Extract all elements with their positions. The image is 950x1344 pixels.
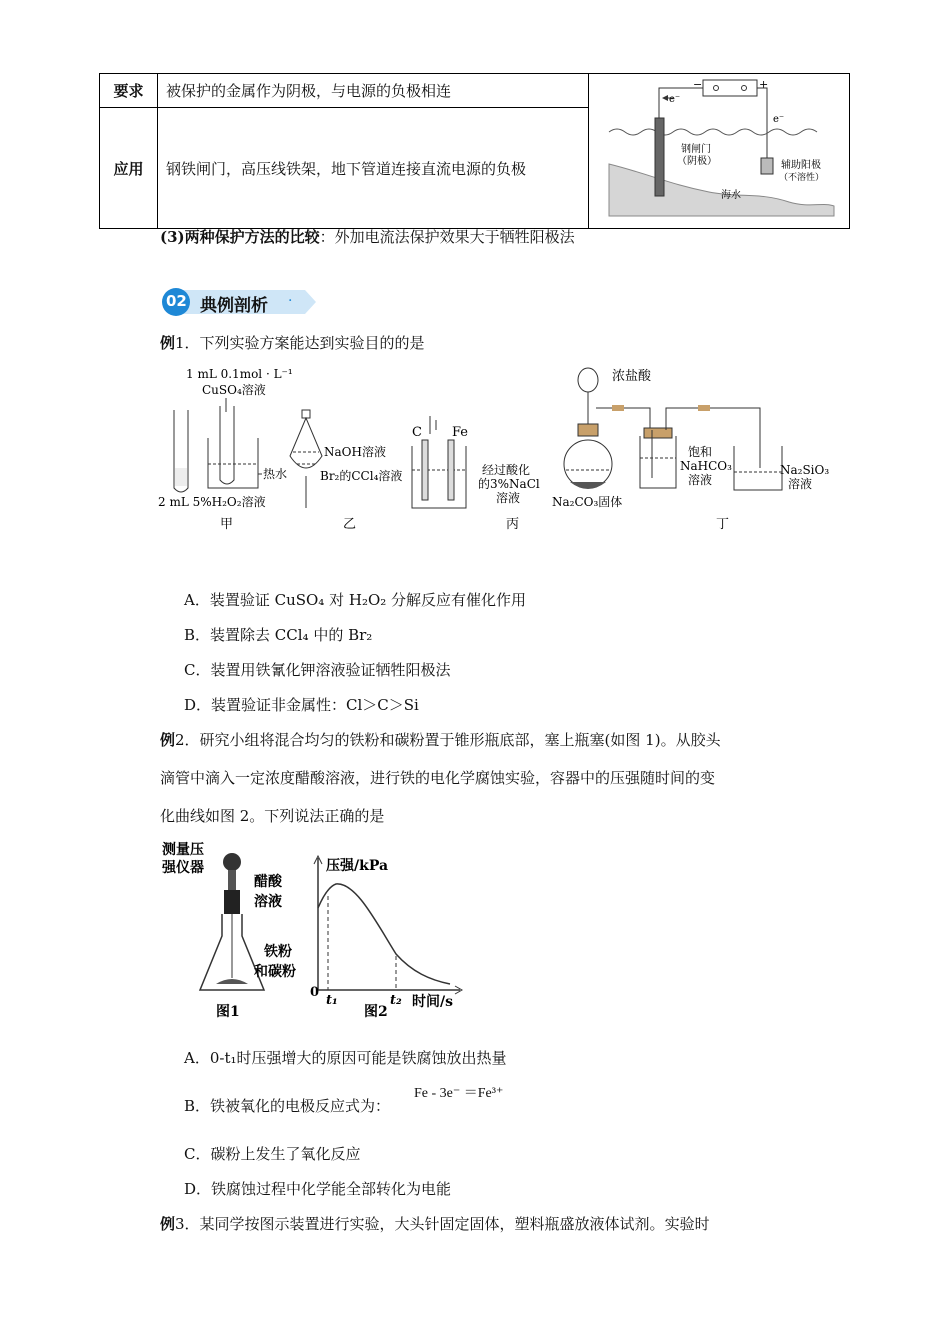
yi-naoh-label: NaOH溶液 — [324, 445, 386, 459]
ex2-line-2: 滴管中滴入一定浓度醋酸溶液，进行铁的电化学腐蚀实验，容器中的压强随时间的变 — [160, 769, 716, 787]
ding-na2co3-label: Na₂CO₃固体 — [552, 495, 623, 509]
bing-c-label: C — [412, 425, 422, 440]
comparison-text: ：外加电流法保护效果大于牺牲阳极法 — [319, 228, 575, 246]
plus-sign: + — [759, 78, 769, 91]
ex2-option-c: C．碳粉上发生了氧化反应 — [184, 1145, 361, 1163]
jia-label: 甲 — [220, 517, 234, 532]
fig1-caption: 图1 — [216, 1004, 240, 1020]
electron-left: e⁻ — [669, 94, 681, 105]
meter-label-1: 测量压 — [162, 842, 204, 858]
sea-label: 海水 — [721, 190, 741, 201]
ex1-option-d: D．装置验证非金属性：Cl＞C＞Si — [184, 696, 419, 714]
jia-bottom-label: 2 mL 5%H₂O₂溶液 — [158, 495, 266, 509]
ex1-label: 例 — [160, 334, 176, 352]
ex2-option-a: A．0-t₁时压强增大的原因可能是铁腐蚀放出热量 — [184, 1049, 507, 1067]
bing-sol-1: 经过酸化 — [482, 463, 531, 477]
t1-label: t₁ — [326, 993, 338, 1008]
ex3-label: 例 — [160, 1215, 176, 1233]
t2-label: t₂ — [390, 993, 402, 1008]
acid-label-1: 醋酸 — [254, 874, 282, 890]
table-diagram-cell — [589, 74, 850, 229]
minus-sign: − — [693, 78, 703, 91]
yi-label: 乙 — [343, 517, 357, 532]
fig2-caption: 图2 — [364, 1004, 388, 1020]
cathode-label: 钢闸门 — [681, 144, 711, 155]
bing-label: 丙 — [506, 517, 520, 532]
bing-sol-2: 的3%NaCl — [478, 477, 540, 491]
ex2-label: 例 — [160, 731, 176, 749]
ex2-option-d: D．铁腐蚀过程中化学能全部转化为电能 — [184, 1180, 452, 1198]
ex2-option-b-equation: Fe - 3e⁻ ＝Fe³⁺ — [414, 1086, 504, 1101]
yi-br2-label: Br₂的CCl₄溶液 — [320, 469, 403, 483]
bing-sol-3: 溶液 — [496, 491, 521, 505]
ding-na2sio3-2: 溶液 — [788, 477, 813, 491]
cathode-label-2: （阴极） — [677, 156, 717, 167]
ding-nahco3-3: 溶液 — [688, 473, 713, 487]
powder-label-2: 和碳粉 — [254, 964, 296, 980]
protection-table — [99, 73, 850, 229]
ding-hcl-label: 浓盐酸 — [612, 369, 652, 384]
section-dot: · — [288, 293, 293, 309]
comparison-title: (3)两种保护方法的比较 — [160, 228, 320, 246]
ex1-option-a: A．装置验证 CuSO₄ 对 H₂O₂ 分解反应有催化作用 — [184, 591, 527, 609]
cathodic-protection-diagram — [589, 74, 849, 224]
ex1-apparatus-figure — [150, 360, 850, 538]
ex2-figure — [160, 838, 480, 1028]
ex3-text-1: 3．某同学按图示装置进行实验，大头针固定固体，塑料瓶盛放液体试剂。实验时 — [175, 1215, 710, 1233]
jia-top-label-1: 1 mL 0.1mol · L⁻¹ — [186, 367, 293, 381]
electron-right: e⁻ — [773, 114, 785, 125]
ding-nahco3-1: 饱和 — [688, 445, 713, 459]
ex3-line-1 — [160, 1214, 710, 1234]
xlabel: 时间/s — [412, 994, 453, 1010]
ex1-stem — [160, 333, 425, 353]
ex2-line-3: 化曲线如图 2。下列说法正确的是 — [160, 807, 385, 825]
powder-label-1: 铁粉 — [264, 944, 292, 960]
ding-nahco3-2: NaHCO₃ — [680, 459, 732, 473]
ex1-option-b: B．装置除去 CCl₄ 中的 Br₂ — [184, 626, 373, 644]
ex2-line-1 — [160, 730, 721, 750]
ylabel: 压强/kPa — [326, 858, 389, 874]
jia-hot-water: 热水 — [263, 467, 288, 481]
ding-label: 丁 — [716, 517, 730, 532]
comparison-line — [160, 227, 575, 247]
ex2-text-1: 2．研究小组将混合均匀的铁粉和碳粉置于锥形瓶底部，塞上瓶塞(如图 1)。从胶头 — [175, 731, 721, 749]
origin-label: 0 — [310, 985, 320, 1000]
jia-top-label-2: CuSO₄溶液 — [202, 383, 266, 397]
ex1-option-c: C．装置用铁氰化钾溶液验证牺牲阳极法 — [184, 661, 451, 679]
table-header-application: 应用 — [100, 108, 158, 229]
acid-label-2: 溶液 — [254, 894, 282, 910]
anode-label-2: （不溶性） — [779, 173, 825, 183]
ex1-text: 1．下列实验方案能达到实验目的的是 — [175, 334, 425, 352]
table-cell-requirement: 被保护的金属作为阴极，与电源的负极相连 — [158, 74, 589, 108]
section-number: 02 — [166, 292, 187, 310]
ex2-option-b: B．铁被氧化的电极反应式为： — [184, 1097, 391, 1115]
section-title: 典例剖析 — [200, 296, 268, 316]
meter-label-2: 强仪器 — [162, 860, 204, 876]
table-cell-application: 钢铁闸门，高压线铁架，地下管道连接直流电源的负极 — [158, 108, 589, 229]
table-header-requirement: 要求 — [100, 74, 158, 108]
section-header — [160, 287, 320, 317]
bing-fe-label: Fe — [452, 425, 469, 440]
anode-label: 辅助阳极 — [781, 160, 821, 171]
ding-na2sio3-1: Na₂SiO₃ — [780, 463, 830, 477]
